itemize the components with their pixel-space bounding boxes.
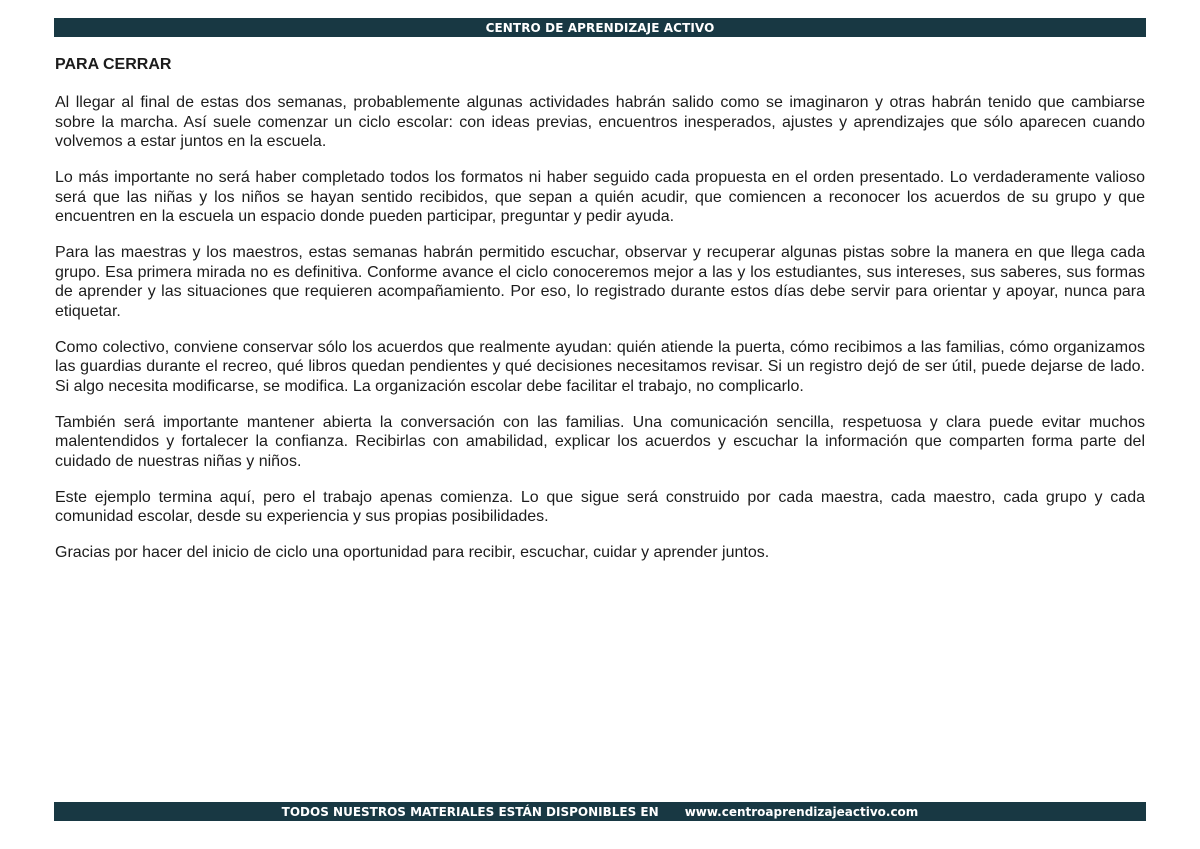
paragraph-6: Este ejemplo termina aquí, pero el trabajo apenas comienza. Lo que sigue será construido por cada maestra, cada maestro, cada grupo y cada comunidad escolar, desde su experiencia y sus propias posibilidades.	[55, 488, 1145, 525]
document-body	[55, 54, 1145, 579]
paragraph-7: Gracias por hacer del inicio de ciclo una oportunidad para recibir, escuchar, cuidar y aprender juntos.	[55, 544, 770, 561]
section-title: PARA CERRAR	[55, 56, 172, 73]
header-bar	[54, 18, 1146, 37]
paragraph-1: Al llegar al final de estas dos semanas, probablemente algunas actividades habrán salido como se imaginaron y otras habrán tenido que cambiarse sobre la marcha. Así suele comenzar un ciclo escolar: con ideas previas, encuentros inesperados, ajustes y aprendizajes que sólo aparecen cuando volvemos a estar juntos en la escuela.	[55, 94, 1145, 150]
footer-text: TODOS NUESTROS MATERIALES ESTÁN DISPONIBLES EN	[281, 804, 659, 819]
paragraph-2: Lo más importante no será haber completado todos los formatos ni haber seguido cada propuesta en el orden presentado. Lo verdaderamente valioso será que las niñas y los niños se hayan sentido recibidos, que sepan a quién acudir, que comiencen a reconocer los acuerdos de su grupo y que encuentren en la escuela un espacio donde pueden participar, preguntar y pedir ayuda.	[55, 169, 1145, 225]
paragraph-3: Para las maestras y los maestros, estas semanas habrán permitido escuchar, observar y recuperar algunas pistas sobre la manera en que llega cada grupo. Esa primera mirada no es definitiva. Conforme avance el ciclo conoceremos mejor a las y los estudiantes, sus intereses, sus saberes, sus formas de aprender y las situaciones que requieren acompañamiento. Por eso, lo registrado durante estos días debe servir para orientar y apoyar, nunca para etiquetar.	[55, 244, 1145, 320]
paragraph-5: También será importante mantener abierta la conversación con las familias. Una comunicación sencilla, respetuosa y clara puede evitar muchos malentendidos y fortalecer la confianza. Recibirlas con amabilidad, explicar los acuerdos y escuchar la información que comparten forma parte del cuidado de nuestras niñas y niños.	[55, 413, 1145, 470]
header-title: CENTRO DE APRENDIZAJE ACTIVO	[485, 20, 715, 35]
footer-bar	[54, 802, 1146, 821]
footer-url-link[interactable]: www.centroaprendizajeactivo.com	[684, 804, 919, 819]
paragraph-4: Como colectivo, conviene conservar sólo los acuerdos que realmente ayudan: quién atiende la puerta, cómo recibimos a las familias, cómo organizamos las guardias durante el recreo, qué libros quedan pendientes y qué decisiones necesitamos revisar. Si un registro dejó de ser útil, puede dejarse de lado. Si algo necesita modificarse, se modifica. La organización escolar debe facilitar el trabajo, no complicarlo.	[55, 338, 1145, 395]
